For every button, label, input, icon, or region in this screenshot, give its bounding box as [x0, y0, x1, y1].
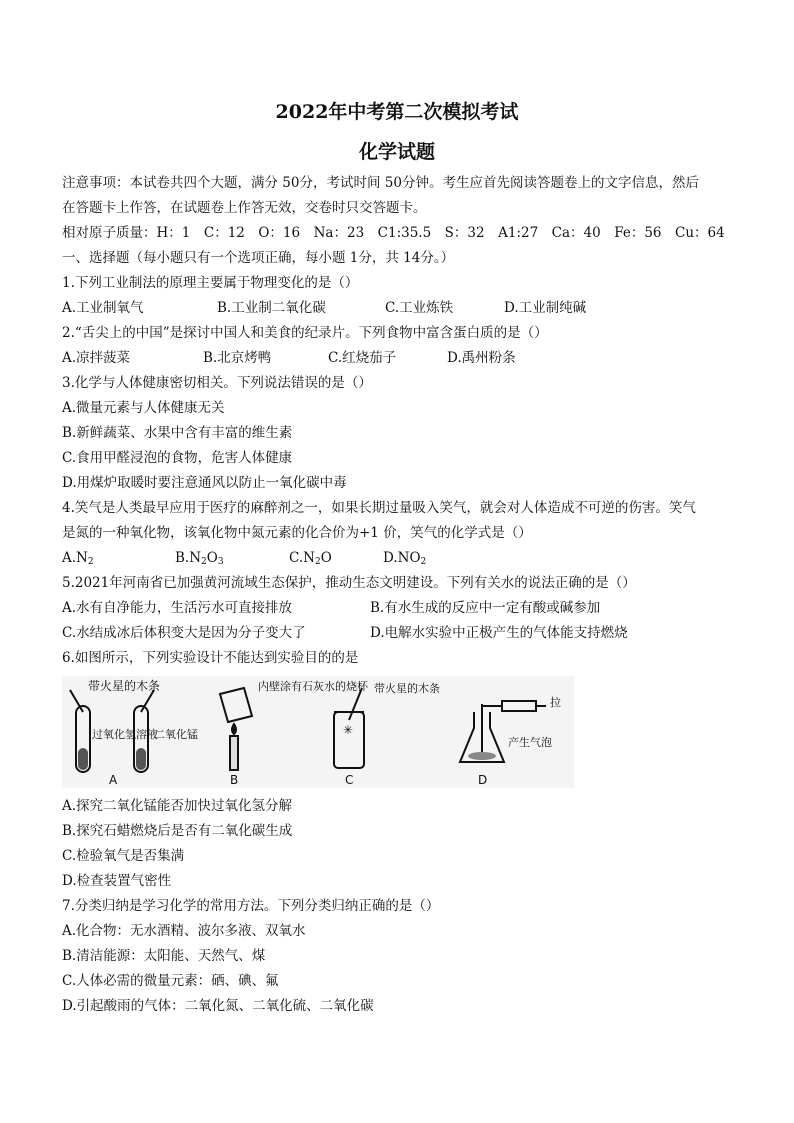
- question-4-option-a: $A.N_2$: [62, 550, 94, 567]
- apparatus-d-label: D: [478, 773, 488, 787]
- apparatus-a-right-label: 二氧化锰: [154, 728, 198, 741]
- question-4-option-b: $B.N_2O_3$: [175, 550, 224, 567]
- question-2-option-b: B.北京烤鸭: [203, 350, 272, 366]
- question-6-option-b: B.探究石蜡燃烧后是否有二氧化碳生成: [62, 823, 293, 839]
- apparatus-b-label: B: [230, 773, 239, 787]
- question-2-stem: 2.“舌尖上的中国”是探讨中国人和美食的纪录片。下列食物中富含蛋白质的是（）: [62, 325, 548, 341]
- question-1-option-d: D.工业制纯碱: [504, 300, 587, 316]
- question-7-option-d: D.引起酸雨的气体：二氧化氮、二氧化硫、二氧化碳: [62, 998, 374, 1014]
- question-1-option-a: A.工业制氧气: [62, 300, 144, 316]
- question-2-option-c: C.红烧茄子: [328, 350, 397, 366]
- apparatus-b-caption: 内壁涂有石灰水的烧杯: [258, 680, 368, 693]
- question-7-option-b: B.清洁能源：太阳能、天然气、煤: [62, 948, 266, 964]
- notes-line-2: 在答题卡上作答，在试题卷上作答无效，交卷时只交答题卡。: [62, 200, 427, 216]
- section-heading: 一、选择题（每小题只有一个选项正确，每小题 1分，共 14分。）: [62, 250, 455, 266]
- exam-title: 2022年中考第二次模拟考试: [275, 101, 519, 123]
- apparatus-d-pull-label: 拉: [550, 696, 561, 709]
- apparatus-c-label: C: [345, 773, 354, 787]
- notes-line-1: 注意事项：本试卷共四个大题，满分 50分，考试时间 50分钟。考生应首先阅读答题卷上的文字信息，然后: [62, 175, 699, 191]
- question-7-option-a: A.化合物：无水酒精、波尔多液、双氧水: [62, 923, 306, 939]
- question-1-option-b: B.工业制二氧化碳: [217, 300, 326, 316]
- question-4-stem-line-1: 4.笑气是人类最早应用于医疗的麻醉剂之一，如果长期过量吸入笑气，就会对人体造成不可逆的伤害。笑气: [62, 500, 696, 516]
- question-4-stem-line-2: 是氮的一种氧化物，该氧化物中氮元素的化合价为+1 价，笑气的化学式是（）: [62, 525, 532, 541]
- question-3-option-b: B.新鲜蔬菜、水果中含有丰富的维生素: [62, 425, 293, 441]
- exam-subtitle: 化学试题: [358, 141, 435, 163]
- question-3-option-c: C.食用甲醛浸泡的食物，危害人体健康: [62, 450, 293, 466]
- question-5-stem: 5.2021年河南省已加强黄河流域生态保护，推动生态文明建设。下列有关水的说法正确的是（）: [62, 575, 636, 591]
- question-3-option-d: D.用煤炉取暖时要注意通风以防止一氧化碳中毒: [62, 475, 347, 491]
- question-2-option-a: A.凉拌菠菜: [62, 350, 131, 366]
- question-4-option-d: $D.NO_2$: [383, 550, 427, 567]
- question-6-stem: 6.如图所示，下列实验设计不能达到实验目的的是: [62, 650, 359, 666]
- atomic-mass-line: 相对原子质量：H：1 C：12 O：16 Na：23 C1:35.5 S：32 A1:27 Ca：40 Fe：56 Cu：64: [62, 225, 725, 241]
- question-1-stem: 1.下列工业制法的原理主要属于物理变化的是（）: [62, 275, 359, 291]
- svg-text:✳: ✳: [343, 723, 354, 737]
- question-1-option-c: C.工业炼铁: [385, 300, 454, 316]
- apparatus-d-caption: 产生气泡: [508, 736, 552, 749]
- question-5-option-d: D.电解水实验中正极产生的气体能支持燃烧: [370, 625, 628, 641]
- apparatus-a-label: A: [109, 773, 118, 787]
- question-3-option-a: A.微量元素与人体健康无关: [62, 400, 225, 416]
- question-4-option-c: $C.N_2O$: [289, 550, 332, 567]
- question-6-option-d: D.检查装置气密性: [62, 873, 172, 889]
- question-6-option-a: A.探究二氧化锰能否加快过氧化氢分解: [62, 798, 293, 814]
- experiment-figure: [62, 676, 574, 788]
- question-7-option-c: C.人体必需的微量元素：硒、碘、氟: [62, 973, 279, 989]
- apparatus-c-caption: 带火星的木条: [374, 682, 440, 695]
- question-5-option-a: A.水有自净能力，生活污水可直接排放: [62, 600, 293, 616]
- question-6-option-c: C.检验氧气是否集满: [62, 848, 185, 864]
- question-5-option-c: C.水结成冰后体积变大是因为分子变大了: [62, 625, 306, 641]
- question-7-stem: 7.分类归纳是学习化学的常用方法。下列分类归纳正确的是（）: [62, 898, 440, 914]
- question-5-option-b: B.有水生成的反应中一定有酸或碱参加: [370, 600, 601, 616]
- question-3-stem: 3.化学与人体健康密切相关。下列说法错误的是（）: [62, 375, 372, 391]
- apparatus-a-left-label: 过氧化氢溶液: [92, 728, 158, 741]
- question-2-option-d: D.禹州粉条: [447, 350, 516, 366]
- apparatus-a-top-label: 带火星的木条: [88, 679, 161, 693]
